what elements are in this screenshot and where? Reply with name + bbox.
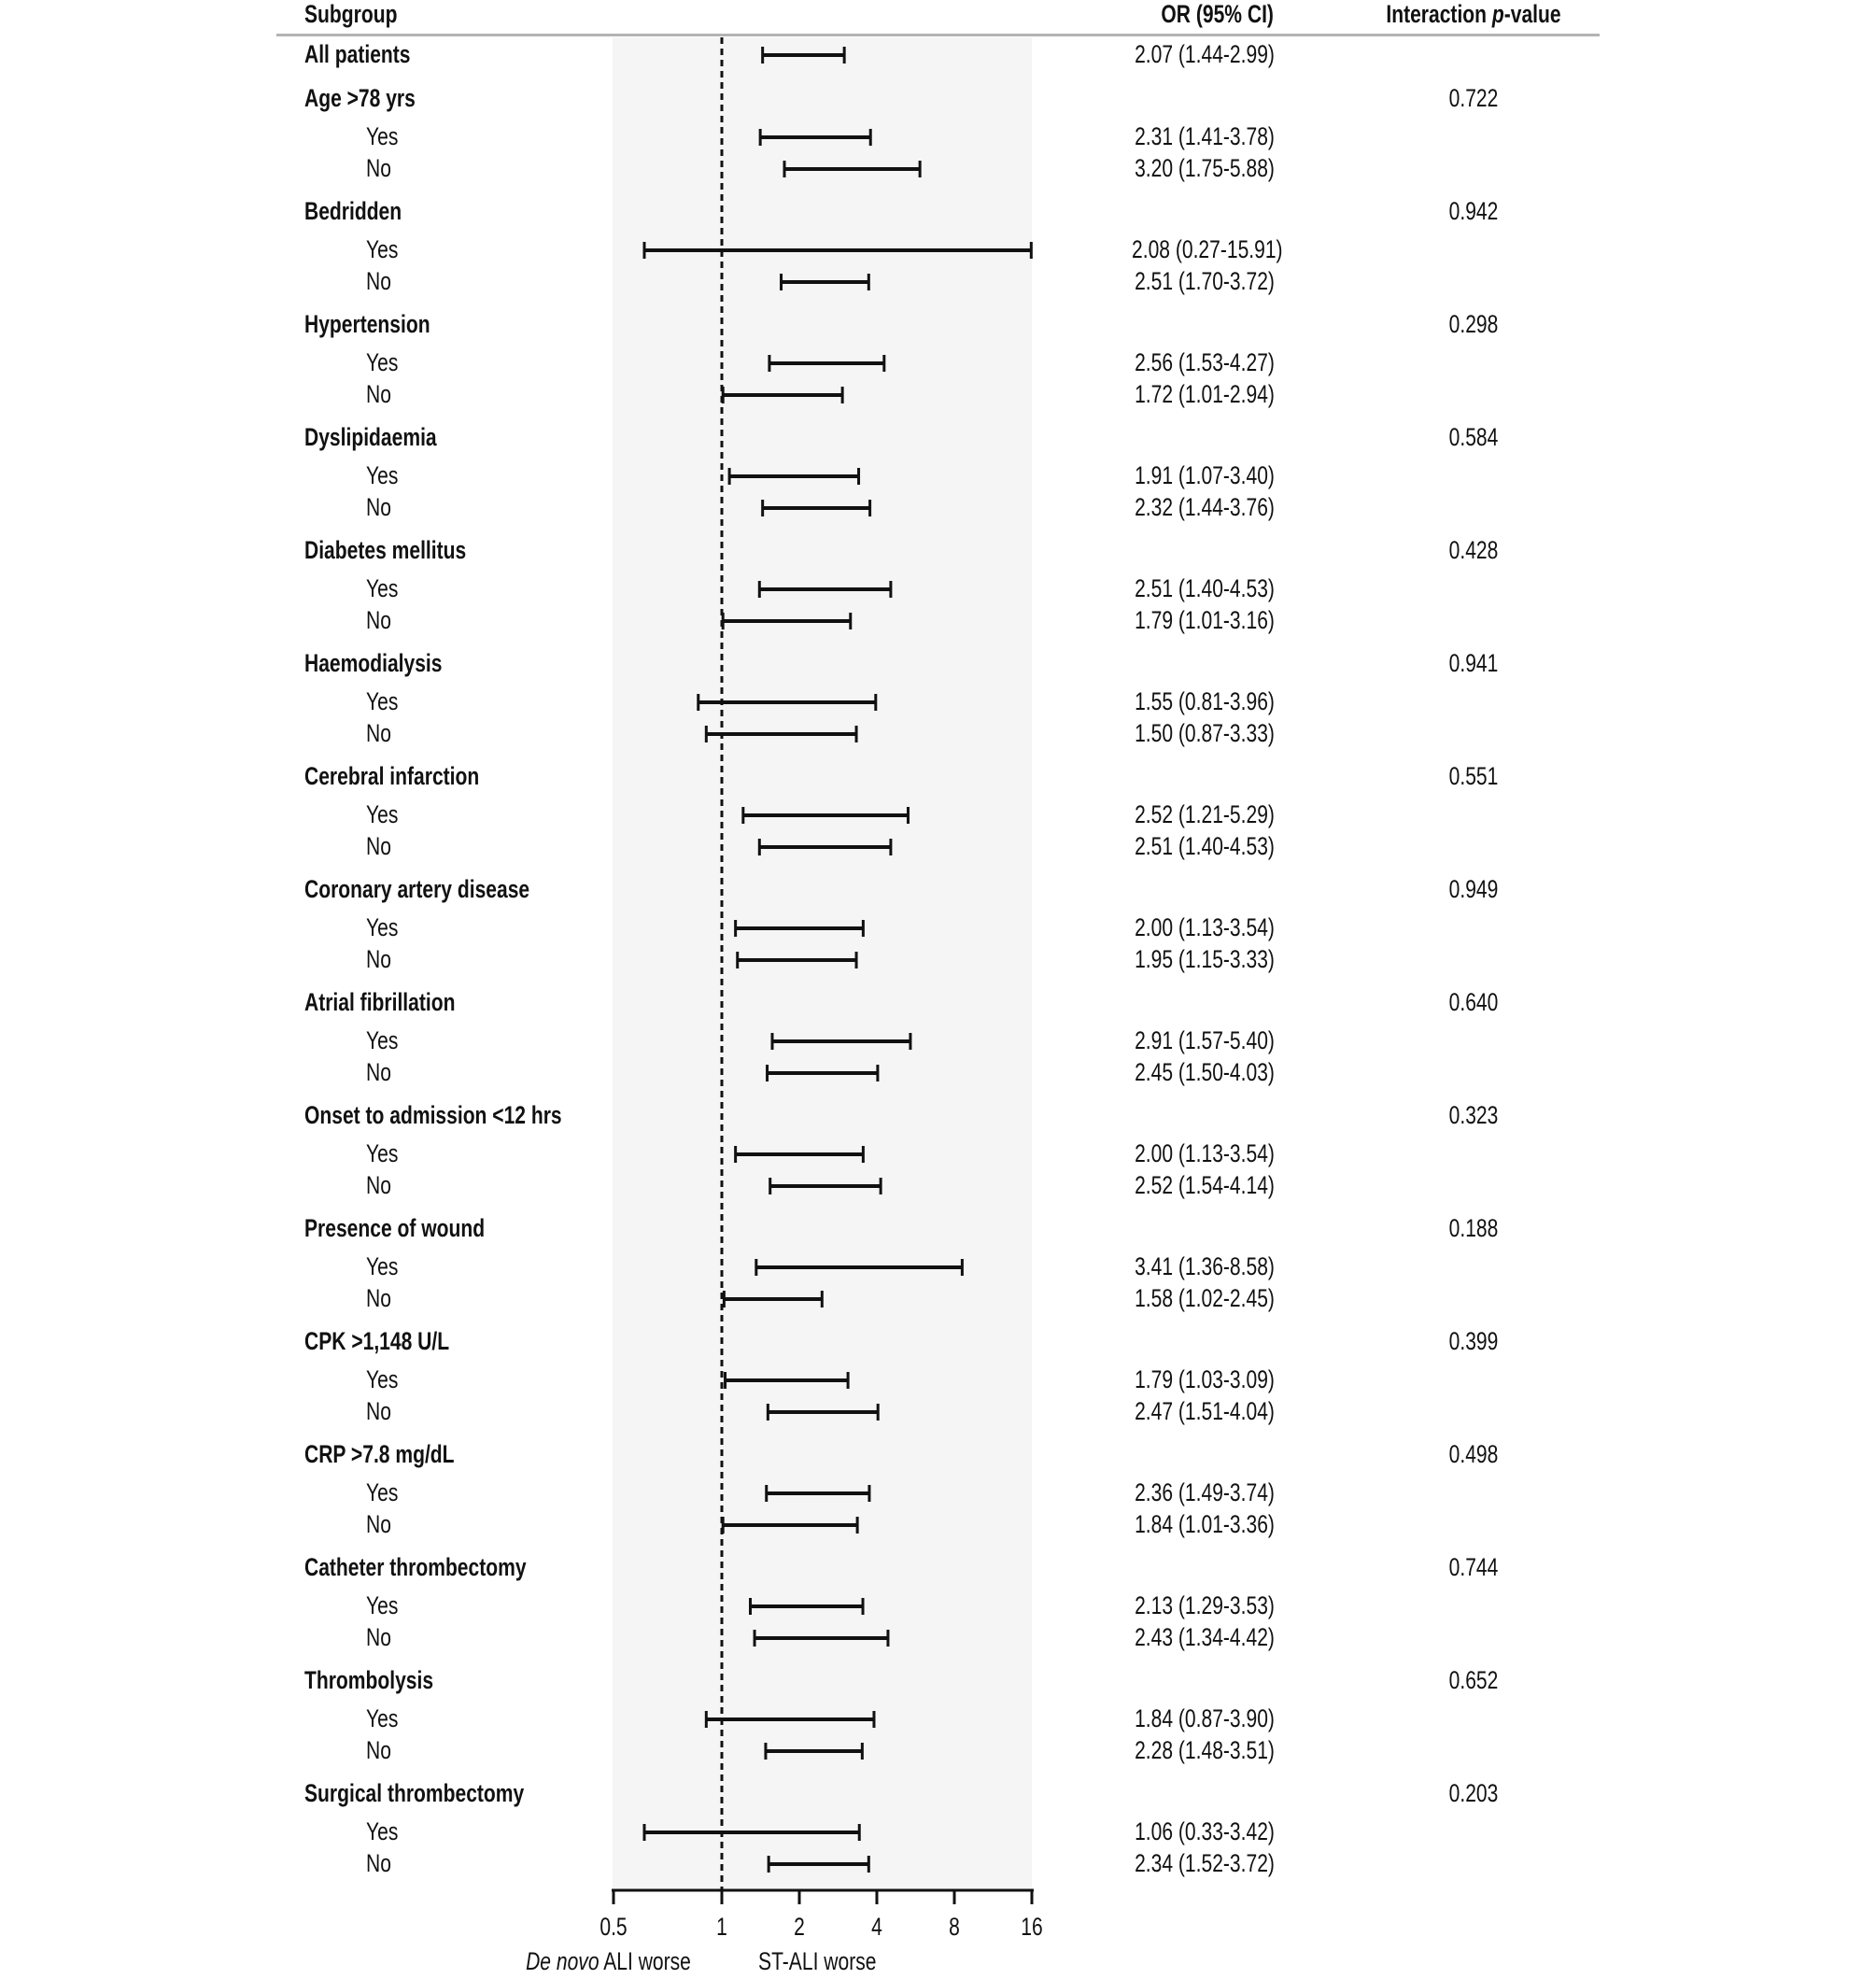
ci-bar bbox=[768, 1404, 878, 1421]
subgroup-label: Surgical thrombectomy bbox=[304, 1779, 525, 1807]
ci-bar bbox=[763, 47, 844, 64]
interaction-p-value: 0.949 bbox=[1448, 875, 1499, 903]
subgroup-level-label: Yes bbox=[366, 1478, 399, 1506]
interaction-p-value: 0.942 bbox=[1448, 197, 1499, 225]
or-ci-value: 1.72 (1.01-2.94) bbox=[1135, 380, 1275, 408]
ci-bar bbox=[723, 387, 842, 403]
subgroup-label: CPK >1,148 U/L bbox=[304, 1327, 450, 1355]
ci-bars bbox=[644, 47, 1031, 1873]
interaction-p-value: 0.203 bbox=[1448, 1779, 1499, 1807]
subgroup-label: Age >78 yrs bbox=[304, 84, 416, 112]
ci-bar bbox=[759, 839, 891, 855]
interaction-p-value: 0.652 bbox=[1448, 1666, 1499, 1694]
x-tick-label: 16 bbox=[1021, 1913, 1043, 1941]
or-ci-value: 2.51 (1.70-3.72) bbox=[1135, 267, 1275, 295]
subgroup-level-label: No bbox=[366, 380, 391, 408]
subgroup-level-label: Yes bbox=[366, 1704, 399, 1732]
x-tick-label: 4 bbox=[871, 1913, 882, 1941]
subgroup-level-label: Yes bbox=[366, 1139, 399, 1167]
or-ci-value: 2.28 (1.48-3.51) bbox=[1135, 1736, 1275, 1764]
ci-bar bbox=[759, 581, 891, 598]
or-ci-value: 2.36 (1.49-3.74) bbox=[1135, 1478, 1275, 1506]
ci-bar bbox=[726, 1372, 849, 1389]
subgroup-level-label: No bbox=[366, 1058, 391, 1086]
or-ci-value: 3.20 (1.75-5.88) bbox=[1135, 154, 1275, 182]
ci-bar bbox=[772, 1033, 910, 1050]
or-ci-value: 1.55 (0.81-3.96) bbox=[1135, 687, 1275, 715]
subgroup-label: Bedridden bbox=[304, 197, 402, 225]
subgroup-level-label: Yes bbox=[366, 348, 399, 376]
subgroup-level-label: No bbox=[366, 1736, 391, 1764]
left-direction-italic: De novo bbox=[526, 1947, 599, 1975]
ci-bar bbox=[755, 1630, 888, 1647]
x-axis bbox=[612, 1890, 1034, 1904]
ci-bar bbox=[763, 500, 870, 516]
or-ci-value: 1.79 (1.03-3.09) bbox=[1135, 1365, 1275, 1393]
subgroup-level-label: No bbox=[366, 832, 391, 860]
subgroup-level-label: No bbox=[366, 154, 391, 182]
ci-bar bbox=[743, 807, 909, 824]
subgroup-label: Haemodialysis bbox=[304, 649, 443, 677]
subgroup-level-label: Yes bbox=[366, 913, 399, 941]
subgroup-level-label: No bbox=[366, 1171, 391, 1199]
or-ci-value: 2.32 (1.44-3.76) bbox=[1135, 493, 1275, 521]
subgroup-level-label: No bbox=[366, 1623, 391, 1651]
ci-bar bbox=[706, 1711, 874, 1728]
or-ci-value: 1.91 (1.07-3.40) bbox=[1135, 461, 1275, 489]
subgroup-level-label: No bbox=[366, 719, 391, 747]
or-ci-value: 2.08 (0.27-15.91) bbox=[1132, 235, 1283, 263]
subgroup-level-label: Yes bbox=[366, 1817, 399, 1845]
subgroup-level-label: Yes bbox=[366, 122, 399, 150]
subgroup-level-label: Yes bbox=[366, 461, 399, 489]
or-ci-value: 2.00 (1.13-3.54) bbox=[1135, 913, 1275, 941]
or-ci-value: 2.13 (1.29-3.53) bbox=[1135, 1591, 1275, 1619]
or-ci-value: 2.43 (1.34-4.42) bbox=[1135, 1623, 1275, 1651]
or-ci-header: OR (95% CI) bbox=[1161, 0, 1274, 28]
subgroup-level-label: Yes bbox=[366, 1591, 399, 1619]
subgroup-level-label: Yes bbox=[366, 1365, 399, 1393]
interaction-p-suffix: -value bbox=[1503, 0, 1561, 28]
subgroup-level-label: Yes bbox=[366, 800, 399, 828]
or-ci-value: 3.41 (1.36-8.58) bbox=[1135, 1252, 1275, 1280]
ci-bar bbox=[782, 274, 869, 290]
interaction-p-value: 0.551 bbox=[1448, 762, 1499, 790]
ci-bar bbox=[724, 1291, 822, 1308]
subgroup-label: Atrial fibrillation bbox=[304, 988, 456, 1016]
interaction-p-prefix: Interaction bbox=[1386, 0, 1492, 28]
ci-bar bbox=[769, 355, 884, 372]
subgroup-label: Onset to admission <12 hrs bbox=[304, 1101, 562, 1129]
or-ci-value: 1.95 (1.15-3.33) bbox=[1135, 945, 1275, 973]
subgroup-level-label: No bbox=[366, 606, 391, 634]
interaction-p-value: 0.298 bbox=[1448, 310, 1499, 338]
x-tick-label: 1 bbox=[716, 1913, 727, 1941]
or-ci-value: 2.07 (1.44-2.99) bbox=[1135, 40, 1275, 68]
or-ci-value: 2.45 (1.50-4.03) bbox=[1135, 1058, 1275, 1086]
subgroup-level-label: No bbox=[366, 1284, 391, 1312]
or-ci-value: 2.52 (1.21-5.29) bbox=[1135, 800, 1275, 828]
subgroup-level-label: No bbox=[366, 945, 391, 973]
interaction-p-value: 0.584 bbox=[1448, 423, 1499, 451]
or-ci-value: 2.47 (1.51-4.04) bbox=[1135, 1397, 1275, 1425]
subgroup-label: All patients bbox=[304, 40, 411, 68]
interaction-p-value: 0.323 bbox=[1448, 1101, 1499, 1129]
subgroup-label: CRP >7.8 mg/dL bbox=[304, 1440, 455, 1468]
ci-bar bbox=[784, 161, 920, 177]
interaction-p-italic: p bbox=[1491, 0, 1504, 28]
subgroup-label: Presence of wound bbox=[304, 1214, 486, 1242]
ci-bar bbox=[644, 242, 1031, 259]
or-ci-value: 2.51 (1.40-4.53) bbox=[1135, 832, 1275, 860]
ci-bar bbox=[760, 129, 870, 146]
ci-bar bbox=[768, 1065, 878, 1081]
subgroup-label: Cerebral infarction bbox=[304, 762, 480, 790]
or-ci-value: 2.52 (1.54-4.14) bbox=[1135, 1171, 1275, 1199]
subgroup-label: Catheter thrombectomy bbox=[304, 1553, 527, 1581]
ci-bar bbox=[738, 952, 856, 968]
subgroup-label: Thrombolysis bbox=[304, 1666, 434, 1694]
ci-bar bbox=[723, 1517, 857, 1534]
or-ci-value: 1.50 (0.87-3.33) bbox=[1135, 719, 1275, 747]
or-ci-value: 2.56 (1.53-4.27) bbox=[1135, 348, 1275, 376]
ci-bar bbox=[770, 1178, 881, 1194]
subgroup-label: Dyslipidaemia bbox=[304, 423, 437, 451]
or-ci-value: 2.00 (1.13-3.54) bbox=[1135, 1139, 1275, 1167]
subgroup-level-label: No bbox=[366, 493, 391, 521]
interaction-p-value: 0.941 bbox=[1448, 649, 1499, 677]
or-ci-value: 2.51 (1.40-4.53) bbox=[1135, 574, 1275, 602]
subgroup-level-label: Yes bbox=[366, 1252, 399, 1280]
interaction-p-value: 0.722 bbox=[1448, 84, 1499, 112]
ci-bar bbox=[698, 694, 876, 711]
interaction-p-value: 0.744 bbox=[1448, 1553, 1499, 1581]
left-direction-rest: ALI worse bbox=[599, 1947, 691, 1975]
interaction-p-value: 0.399 bbox=[1448, 1327, 1499, 1355]
or-ci-value: 2.31 (1.41-3.78) bbox=[1135, 122, 1275, 150]
ci-bar bbox=[767, 1485, 869, 1502]
subgroup-label: Hypertension bbox=[304, 310, 430, 338]
ci-bar bbox=[736, 920, 864, 937]
ci-bar bbox=[644, 1824, 859, 1841]
left-direction-label bbox=[526, 1947, 691, 1975]
ci-bar bbox=[736, 1146, 864, 1163]
subgroup-level-label: Yes bbox=[366, 235, 399, 263]
or-ci-value: 1.79 (1.01-3.16) bbox=[1135, 606, 1275, 634]
ci-bar bbox=[756, 1259, 963, 1276]
subgroup-level-label: Yes bbox=[366, 687, 399, 715]
subgroup-level-label: Yes bbox=[366, 574, 399, 602]
ci-bar bbox=[766, 1743, 862, 1760]
x-tick-label: 8 bbox=[949, 1913, 960, 1941]
x-tick-label: 2 bbox=[794, 1913, 805, 1941]
subgroup-level-label: No bbox=[366, 267, 391, 295]
interaction-p-value: 0.640 bbox=[1448, 988, 1499, 1016]
or-ci-value: 2.34 (1.52-3.72) bbox=[1135, 1849, 1275, 1877]
or-ci-value: 1.84 (0.87-3.90) bbox=[1135, 1704, 1275, 1732]
interaction-p-value: 0.498 bbox=[1448, 1440, 1499, 1468]
x-tick-label: 0.5 bbox=[599, 1913, 628, 1941]
right-direction-label: ST-ALI worse bbox=[758, 1947, 877, 1975]
subgroup-level-label: No bbox=[366, 1849, 391, 1877]
interaction-p-value: 0.428 bbox=[1448, 536, 1499, 564]
ci-bar bbox=[769, 1856, 868, 1873]
ci-bar bbox=[750, 1598, 863, 1615]
or-ci-value: 1.58 (1.02-2.45) bbox=[1135, 1284, 1275, 1312]
or-ci-value: 2.91 (1.57-5.40) bbox=[1135, 1026, 1275, 1054]
subgroup-label: Coronary artery disease bbox=[304, 875, 530, 903]
subgroup-level-label: Yes bbox=[366, 1026, 399, 1054]
subgroup-label: Diabetes mellitus bbox=[304, 536, 467, 564]
or-ci-value: 1.84 (1.01-3.36) bbox=[1135, 1510, 1275, 1538]
ci-bar bbox=[706, 726, 856, 742]
ci-bar bbox=[723, 613, 851, 629]
ci-bar bbox=[729, 468, 858, 485]
subgroup-level-label: No bbox=[366, 1397, 391, 1425]
interaction-p-value: 0.188 bbox=[1448, 1214, 1499, 1242]
or-ci-value: 1.06 (0.33-3.42) bbox=[1135, 1817, 1275, 1845]
subgroup-level-label: No bbox=[366, 1510, 391, 1538]
subgroup-header: Subgroup bbox=[304, 0, 398, 28]
